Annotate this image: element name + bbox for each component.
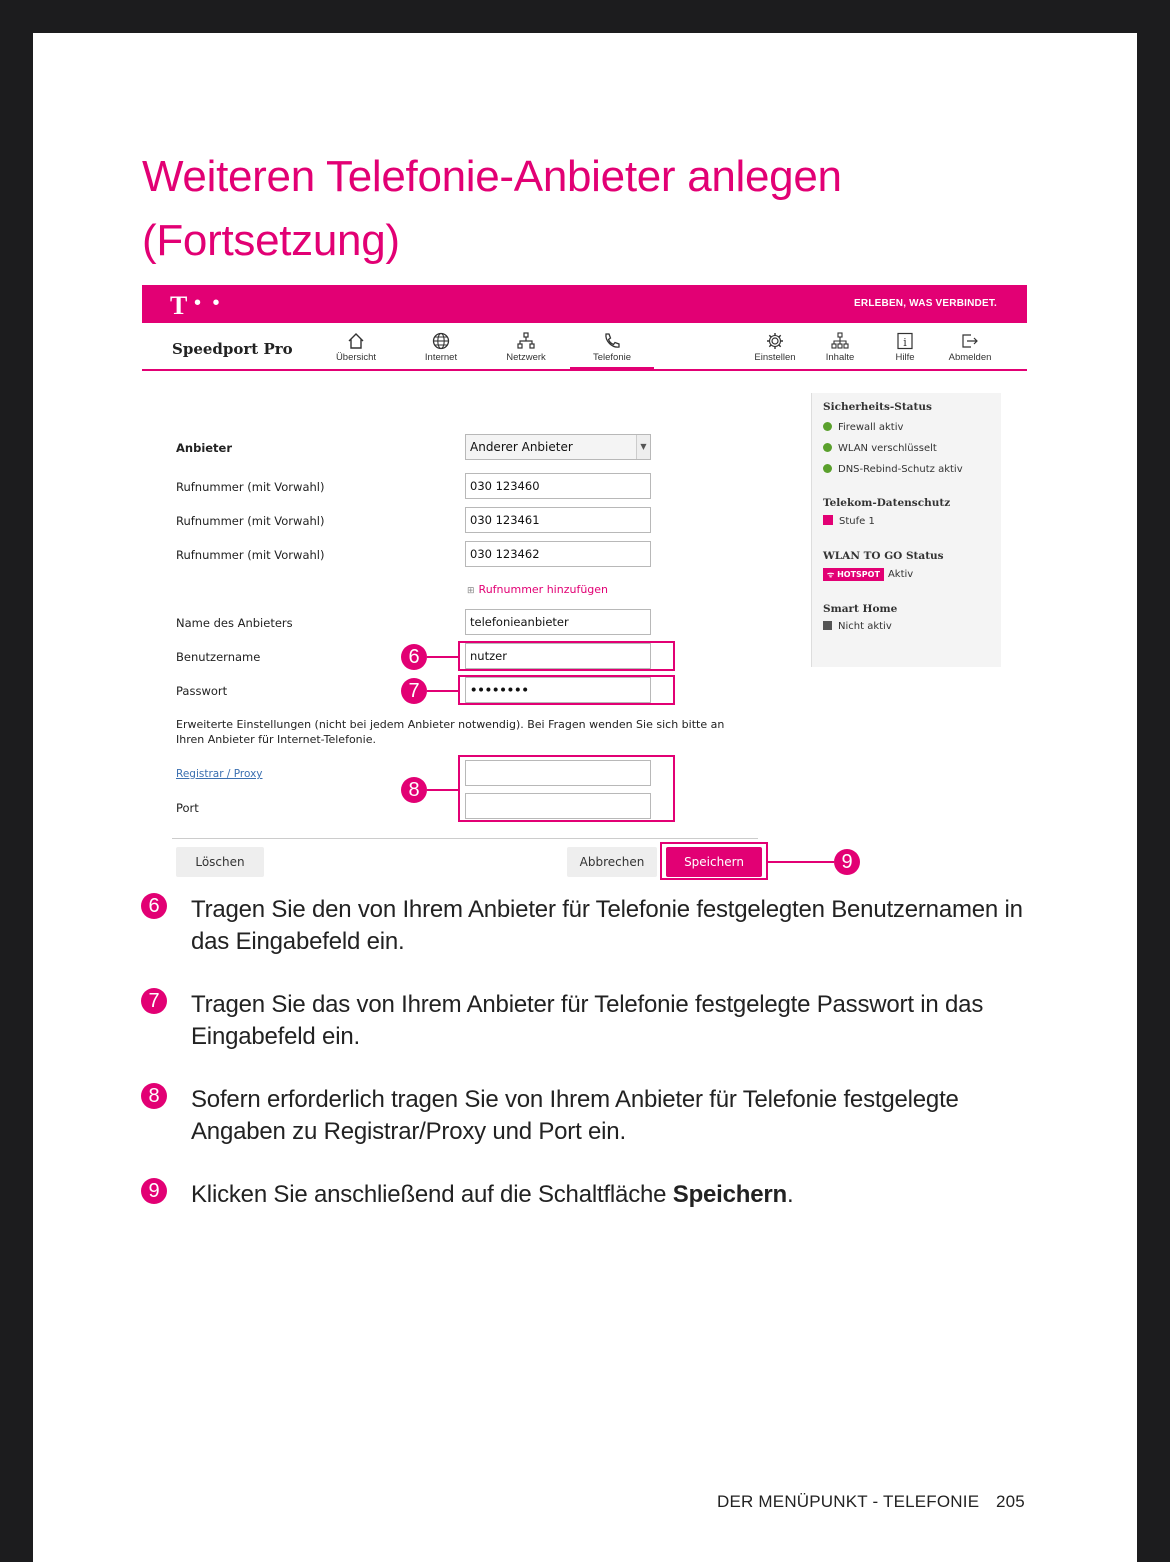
step-text-7: Tragen Sie das von Ihrem Anbieter für Telefonie festgelegte Passwort in das Eingabefeld ein.: [191, 991, 984, 1050]
smart-home-icon: [823, 621, 832, 630]
callout-9: 9: [834, 849, 860, 875]
phone-label-1: Rufnummer (mit Vorwahl): [176, 480, 325, 494]
nav-label: Inhalte: [825, 352, 855, 363]
status-ok-icon: [823, 464, 832, 473]
manual-page: [33, 33, 1137, 1562]
port-input[interactable]: [465, 793, 651, 819]
content-icon: [830, 331, 850, 351]
step-number-6: 6: [141, 893, 167, 919]
callout-line-8: [427, 789, 460, 791]
hotspot-badge: ᯤ HOTSPOT: [823, 568, 884, 581]
provider-label: Anbieter: [176, 441, 233, 455]
phone-label-2: Rufnummer (mit Vorwahl): [176, 514, 325, 528]
provider-name-input[interactable]: telefonieanbieter: [465, 609, 651, 635]
nav-label: Abmelden: [948, 352, 992, 363]
slogan: ERLEBEN, WAS VERBINDET.: [854, 298, 997, 309]
advanced-settings-note: [176, 718, 776, 747]
telekom-logo-dots: • •: [194, 292, 223, 314]
footer-section: DER MENÜPUNKT - TELEFONIE: [717, 1492, 980, 1511]
port-label: Port: [176, 801, 199, 815]
security-status-title: Sicherheits-Status: [823, 401, 932, 413]
router-ui-screenshot: [142, 285, 1027, 873]
logout-icon: [960, 331, 980, 351]
page-title-line2: (Fortsetzung): [142, 216, 400, 265]
callout-line-9: [768, 861, 834, 863]
status-item: [823, 464, 963, 475]
advanced-note-line2: Ihren Anbieter für Internet-Telefonie.: [176, 732, 376, 746]
phone-input-2[interactable]: 030 123461: [465, 507, 651, 533]
main-nav: [142, 323, 1027, 371]
plus-icon: ⊞: [467, 586, 475, 596]
step-text-9: [191, 1179, 1031, 1211]
active-tab-indicator: [570, 367, 654, 369]
nav-label: Einstellen: [754, 352, 796, 363]
username-label: Benutzername: [176, 650, 261, 664]
status-panel: [811, 393, 1001, 667]
nav-label: Übersicht: [335, 352, 377, 363]
provider-select-value: Anderer Anbieter: [470, 440, 573, 454]
step-text-8: Sofern erforderlich tragen Sie von Ihrem Anbieter für Telefonie festgelegte Angaben zu Registrar/Proxy und Port ein.: [191, 1086, 959, 1145]
nav-item-hilfe[interactable]: [870, 331, 940, 363]
step-number-9: 9: [141, 1178, 167, 1204]
form-separator: [172, 838, 758, 839]
smart-home-title: Smart Home: [823, 603, 898, 615]
step-text-9-after: .: [787, 1181, 794, 1208]
status-item: [823, 443, 937, 454]
wlan-value: Aktiv: [887, 569, 914, 580]
chevron-down-icon: ▼: [636, 435, 650, 459]
step-number-8: 8: [141, 1083, 167, 1109]
step-text-9-before: Klicken Sie anschließend auf die Schaltfläche: [191, 1181, 673, 1208]
add-number-label: Rufnummer hinzufügen: [478, 583, 609, 596]
page-title-line1: Weiteren Telefonie-Anbieter anlegen: [142, 152, 842, 201]
password-input[interactable]: ••••••••: [465, 677, 651, 703]
callout-8: 8: [401, 777, 427, 803]
nav-item-einstellen[interactable]: [740, 331, 810, 363]
registrar-proxy-link[interactable]: Registrar / Proxy: [176, 768, 263, 780]
gear-icon: [765, 331, 785, 351]
privacy-title: Telekom-Datenschutz: [823, 497, 951, 509]
nav-item-netzwerk[interactable]: [491, 331, 561, 363]
nav-label: Netzwerk: [506, 352, 546, 363]
home-icon: [346, 331, 366, 351]
callout-6: 6: [401, 644, 427, 670]
info-icon: [895, 331, 915, 351]
brand-bar: [142, 285, 1027, 323]
advanced-note-line1: Erweiterte Einstellungen (nicht bei jedem Anbieter notwendig). Bei Fragen wenden Sie sich bitte an: [176, 718, 725, 731]
nav-label: Hilfe: [895, 352, 915, 363]
nav-item-inhalte[interactable]: [805, 331, 875, 363]
status-item-label: WLAN verschlüsselt: [838, 443, 937, 454]
globe-icon: [431, 331, 451, 351]
page-number: 205: [996, 1492, 1025, 1511]
product-name: Speedport Pro: [172, 340, 293, 358]
svg-text:i: i: [903, 336, 907, 349]
password-label: Passwort: [176, 684, 228, 698]
wlan-to-go-status: [823, 568, 913, 581]
cancel-button[interactable]: Abbrechen: [567, 847, 657, 877]
smart-home-value: Nicht aktiv: [838, 621, 892, 632]
callout-7: 7: [401, 678, 427, 704]
save-button[interactable]: Speichern: [666, 847, 762, 877]
telekom-logo: T: [170, 291, 188, 320]
step-text-9-bold: Speichern: [672, 1181, 788, 1208]
privacy-icon: [823, 515, 833, 525]
hotspot-badge-label: HOTSPOT: [837, 570, 880, 579]
smart-home-status: [823, 621, 892, 632]
registrar-proxy-input[interactable]: [465, 760, 651, 786]
nav-label: Internet: [424, 352, 458, 363]
status-ok-icon: [823, 422, 832, 431]
provider-name-label: Name des Anbieters: [176, 616, 293, 630]
status-item-label: DNS-Rebind-Schutz aktiv: [838, 464, 963, 475]
privacy-value: Stufe 1: [839, 516, 875, 527]
provider-select[interactable]: [465, 434, 651, 460]
wlan-to-go-title: WLAN TO GO Status: [823, 550, 944, 562]
phone-icon: [602, 331, 622, 351]
status-item-label: Firewall aktiv: [838, 422, 904, 433]
step-text-6: Tragen Sie den von Ihrem Anbieter für Telefonie festgelegten Benutzernamen in das Eingabefeld ein.: [191, 896, 1023, 955]
callout-line-6: [427, 656, 460, 658]
callout-line-7: [427, 690, 460, 692]
nav-item-telefonie[interactable]: [577, 331, 647, 363]
phone-input-1[interactable]: 030 123460: [465, 473, 651, 499]
nav-item-uebersicht[interactable]: [321, 331, 391, 363]
add-number-link[interactable]: [467, 583, 608, 596]
nav-item-abmelden[interactable]: [935, 331, 1005, 363]
nav-label: Telefonie: [592, 352, 632, 363]
network-icon: [516, 331, 536, 351]
privacy-status: [823, 515, 875, 527]
username-input[interactable]: nutzer: [465, 643, 651, 669]
phone-input-3[interactable]: 030 123462: [465, 541, 651, 567]
nav-item-internet[interactable]: [406, 331, 476, 363]
delete-button[interactable]: Löschen: [176, 847, 264, 877]
step-number-7: 7: [141, 988, 167, 1014]
phone-label-3: Rufnummer (mit Vorwahl): [176, 548, 325, 562]
status-item: [823, 422, 903, 433]
status-ok-icon: [823, 443, 832, 452]
